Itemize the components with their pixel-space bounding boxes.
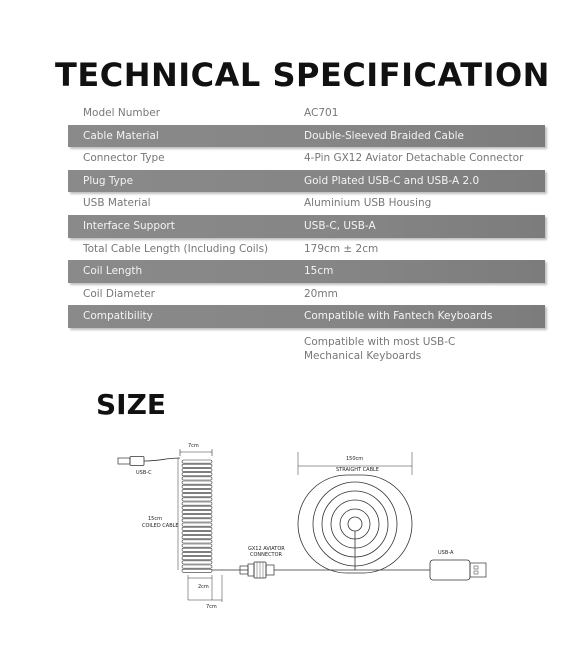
page-title: TECHNICAL SPECIFICATION — [55, 56, 550, 94]
spec-row — [68, 283, 545, 306]
size-title: SIZE — [96, 388, 167, 421]
connector-label-1: GX12 AVIATOR — [248, 546, 285, 552]
spec-key: Model Number — [83, 107, 161, 119]
spec-key: Connector Type — [83, 152, 165, 165]
spec-row — [68, 260, 545, 283]
spec-key: Coil Diameter — [83, 287, 155, 300]
compatibility-extra — [304, 335, 455, 363]
spec-key: Total Cable Length (Including Coils) — [83, 242, 269, 255]
straight-length-label: 150cm — [346, 456, 364, 462]
spec-key: Plug Type — [83, 174, 134, 187]
spec-key: Cable Material — [83, 129, 159, 142]
spec-value: 179cm ± 2cm — [304, 242, 379, 255]
spec-row — [68, 102, 545, 125]
spec-value: Double-Sleeved Braided Cable — [304, 129, 464, 142]
spec-row — [68, 238, 545, 261]
usb-a-plug-icon — [430, 560, 486, 580]
spec-value: 20mm — [304, 287, 338, 300]
spec-value: 4-Pin GX12 Aviator Detachable Connector — [304, 152, 524, 165]
spec-table — [68, 102, 545, 328]
compatibility-extra-line: Mechanical Keyboards — [304, 350, 422, 362]
gap-width-label: 2cm — [198, 584, 209, 590]
compatibility-extra-line: Compatible with most USB-C — [304, 336, 456, 348]
coil-length-caption: COILED CABLE — [142, 523, 179, 529]
spec-value: Aluminium USB Housing — [304, 197, 432, 210]
coil-width-label: 7cm — [188, 443, 199, 449]
spec-key: Interface Support — [83, 219, 175, 232]
spec-row — [68, 192, 545, 215]
spec-key: Coil Length — [83, 265, 143, 278]
spec-row — [68, 305, 545, 328]
cable-size-diagram — [100, 430, 500, 620]
spec-row — [68, 125, 545, 148]
spec-row — [68, 170, 545, 193]
coil-icon — [182, 460, 212, 572]
bottom-width-label: 7cm — [206, 604, 217, 610]
spec-value: AC701 — [304, 107, 339, 119]
usb-a-label: USB-A — [438, 550, 454, 556]
spec-row — [68, 147, 545, 170]
spec-row — [68, 215, 545, 238]
spec-key: USB Material — [83, 197, 151, 210]
cable-loops-icon — [298, 475, 412, 573]
spec-key: Compatibility — [83, 310, 153, 323]
usb-c-label: USB-C — [136, 470, 152, 476]
connector-label-2: CONNECTOR — [250, 552, 283, 558]
spec-value: USB-C, USB-A — [304, 219, 376, 232]
spec-value: Compatible with Fantech Keyboards — [304, 310, 493, 323]
straight-length-caption: STRAIGHT CABLE — [336, 467, 379, 473]
spec-value: 15cm — [304, 265, 334, 278]
spec-value: Gold Plated USB-C and USB-A 2.0 — [304, 174, 480, 187]
coil-length-label: 15cm — [148, 516, 162, 522]
